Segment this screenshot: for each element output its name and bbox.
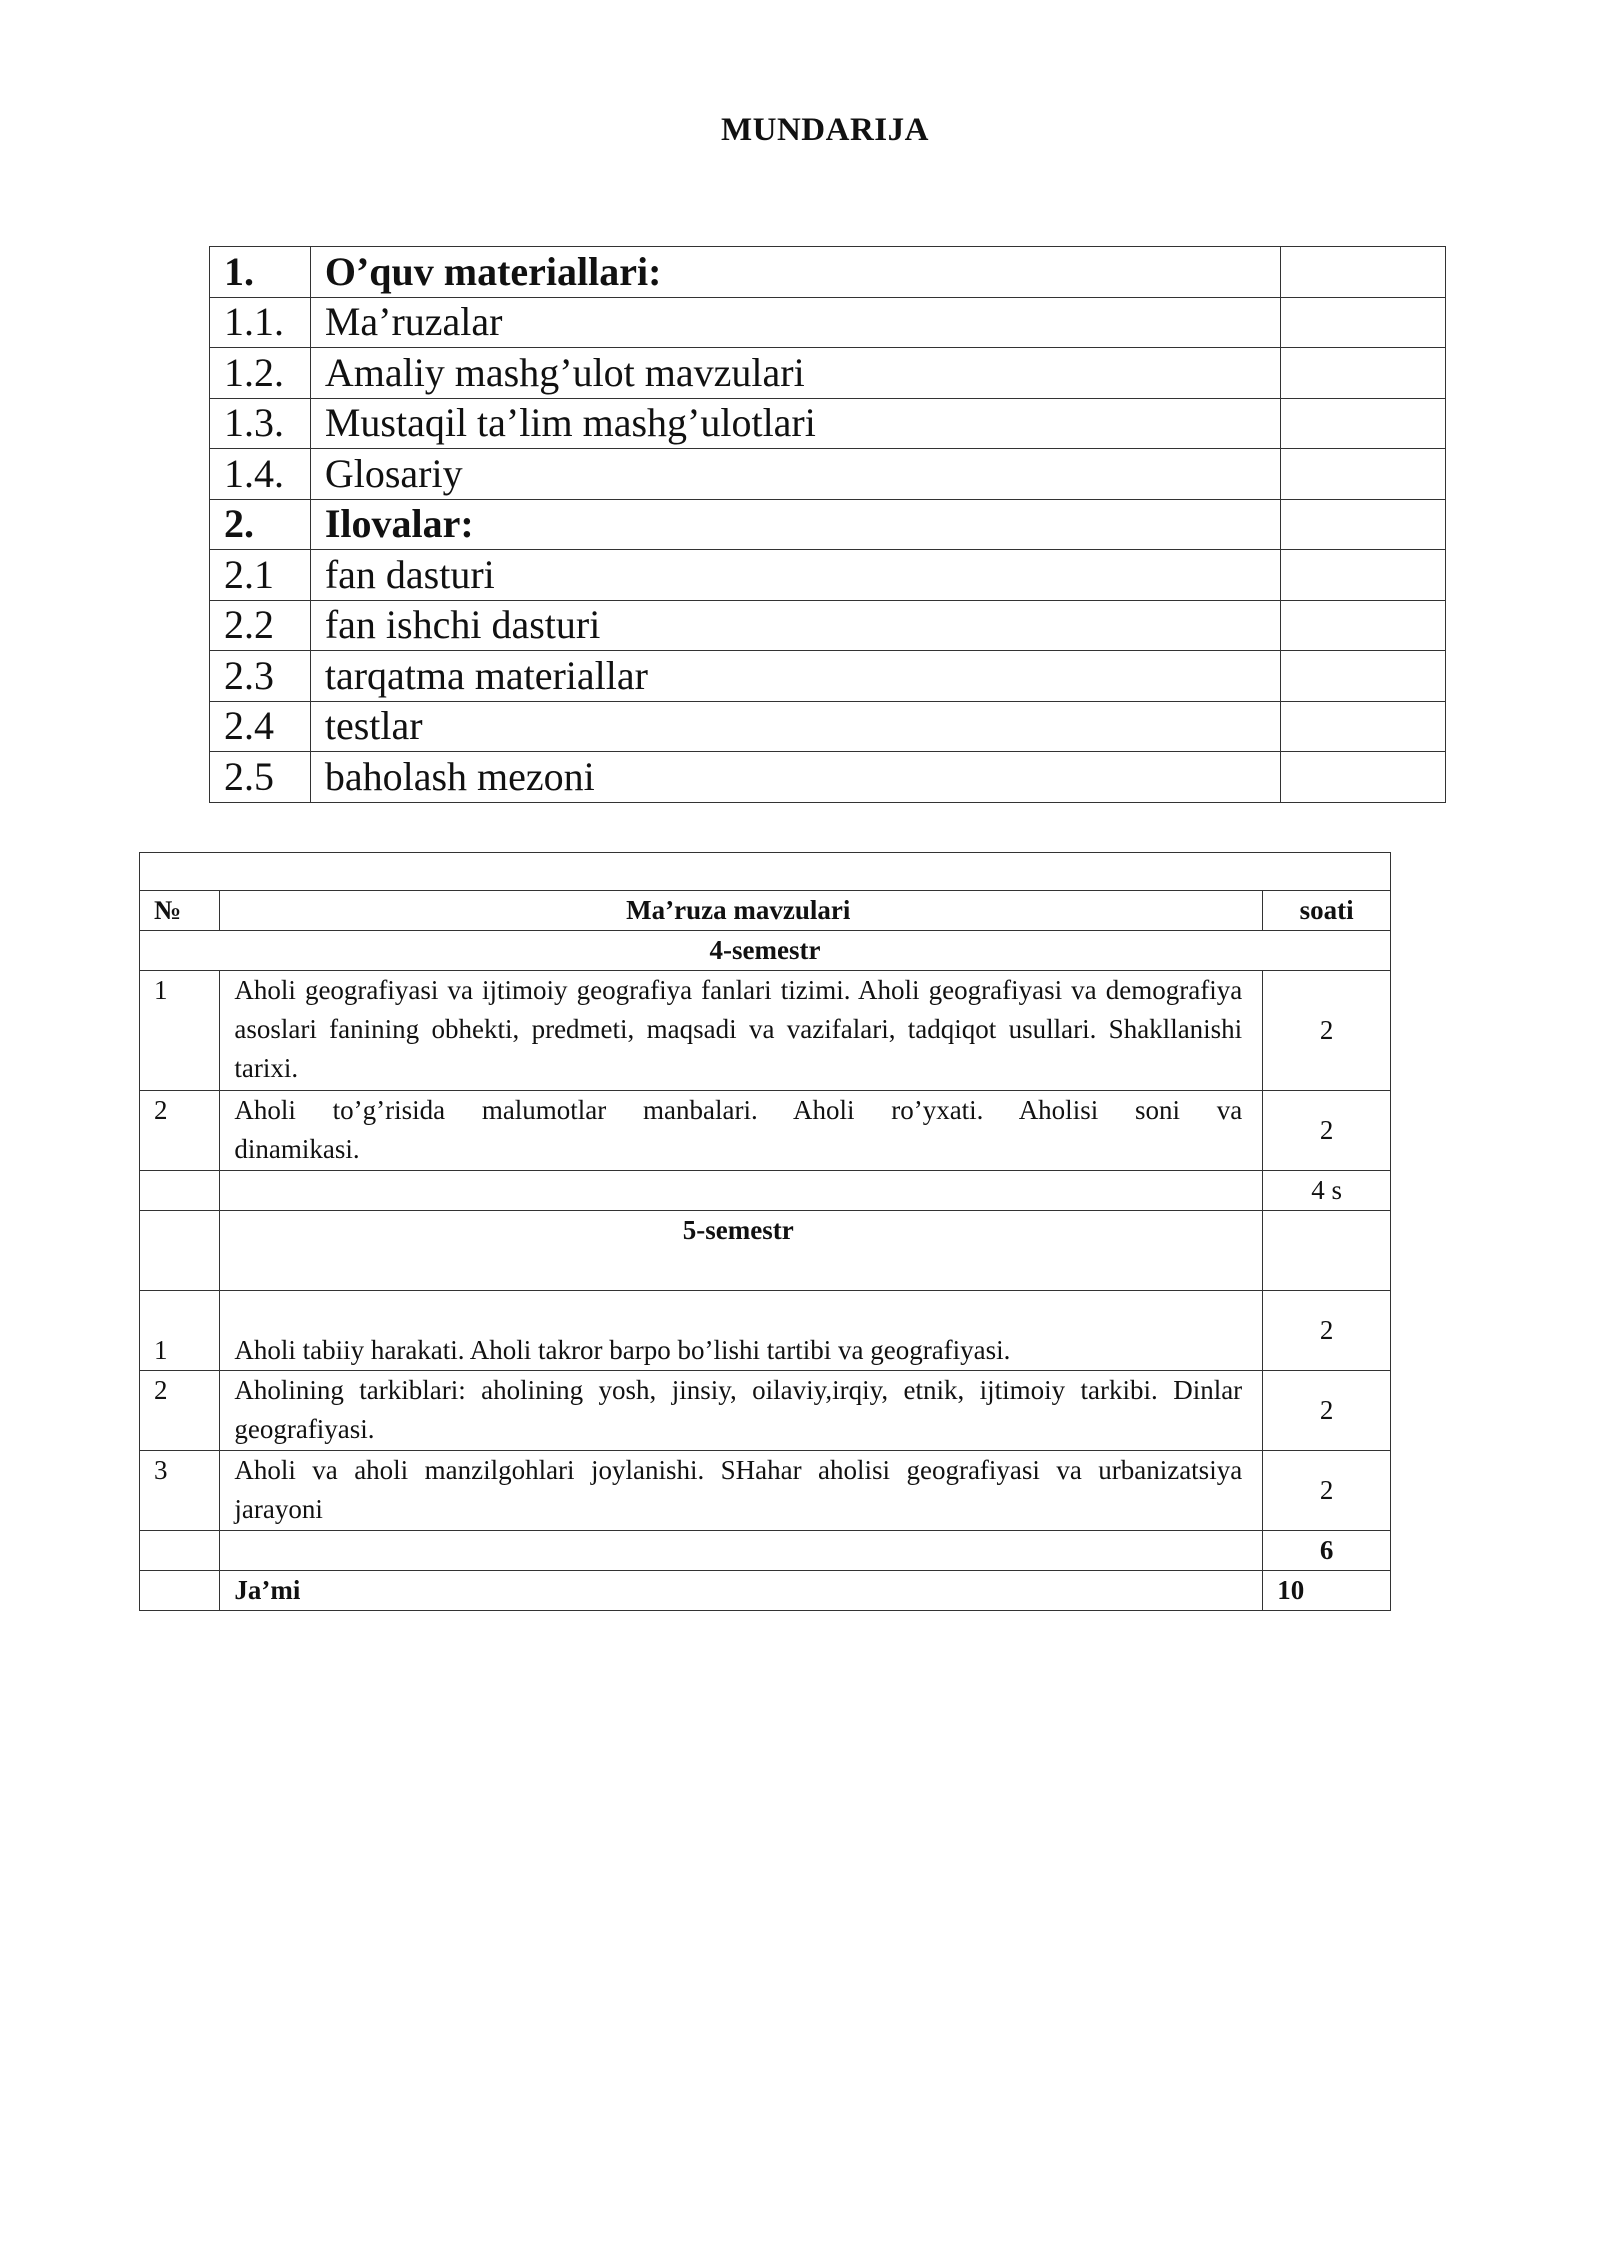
contents-label: Ilovalar: (310, 499, 1280, 550)
contents-number: 2.4 (210, 701, 311, 752)
row-number: 3 (140, 1451, 220, 1531)
contents-number: 1.1. (210, 297, 311, 348)
contents-page-cell (1281, 752, 1446, 803)
row-number: 1 (140, 1291, 220, 1371)
row-topic: Aholi to’g’risida malumotlar manbalari. Aholi ro’yxati. Aholisi soni va dinamikasi. (220, 1091, 1263, 1171)
empty-cell (220, 1531, 1263, 1571)
col-num-header: № (140, 891, 220, 931)
total-row (140, 1571, 1391, 1611)
table-row (140, 1291, 1391, 1371)
contents-label: Mustaqil ta’lim mashg’ulotlari (310, 398, 1280, 449)
table-row (140, 1091, 1391, 1171)
row-hours: 2 (1263, 1371, 1391, 1451)
row-hours: 2 (1263, 1091, 1391, 1171)
empty-cell (140, 1571, 220, 1611)
col-topic-header: Ma’ruza mavzulari (220, 891, 1263, 931)
contents-label: fan ishchi dasturi (310, 600, 1280, 651)
contents-number: 1.3. (210, 398, 311, 449)
contents-number: 1. (210, 247, 311, 298)
contents-label: baholash mezoni (310, 752, 1280, 803)
row-topic: Aholi tabiiy harakati. Aholi takror barpo bo’lishi tartibi va geografiyasi. (220, 1291, 1263, 1371)
total-hours: 10 (1263, 1571, 1391, 1611)
empty-cell (220, 1171, 1263, 1211)
contents-number: 2.2 (210, 600, 311, 651)
subtotal-row (140, 1531, 1391, 1571)
empty-cell (140, 1531, 220, 1571)
total-label: Ja’mi (220, 1571, 1263, 1611)
semester-row (140, 1211, 1391, 1291)
contents-number: 1.4. (210, 449, 311, 500)
contents-page-cell (1281, 701, 1446, 752)
contents-page-cell (1281, 247, 1446, 298)
contents-number: 2.5 (210, 752, 311, 803)
semester-title: 5-semestr (220, 1211, 1263, 1291)
col-hours-header: soati (1263, 891, 1391, 931)
contents-number: 2.1 (210, 550, 311, 601)
table-row (140, 971, 1391, 1091)
subtotal-hours: 6 (1263, 1531, 1391, 1571)
contents-page-cell (1281, 297, 1446, 348)
contents-page-cell (1281, 398, 1446, 449)
empty-cell (140, 1211, 220, 1291)
contents-label: O’quv materiallari: (310, 247, 1280, 298)
row-hours: 2 (1263, 1291, 1391, 1371)
contents-page-cell (1281, 499, 1446, 550)
contents-row (210, 348, 1446, 399)
contents-page-cell (1281, 348, 1446, 399)
subtotal-row (140, 1171, 1391, 1211)
row-number: 2 (140, 1371, 220, 1451)
contents-row (210, 297, 1446, 348)
empty-cell (1263, 1211, 1391, 1291)
contents-label: testlar (310, 701, 1280, 752)
contents-label: fan dasturi (310, 550, 1280, 601)
contents-page-cell (1281, 449, 1446, 500)
lectures-table (139, 852, 1391, 1611)
contents-table (209, 246, 1446, 803)
contents-number: 1.2. (210, 348, 311, 399)
row-topic: Aholining tarkiblari: aholining yosh, jinsiy, oilaviy,irqiy, etnik, ijtimoiy tarkibi. Dinlar geografiyasi. (220, 1371, 1263, 1451)
contents-row (210, 449, 1446, 500)
table-row (140, 1371, 1391, 1451)
blank-header-row (140, 853, 1391, 891)
subtotal-hours: 4 s (1263, 1171, 1391, 1211)
semester-title: 4-semestr (140, 931, 1391, 971)
contents-row (210, 701, 1446, 752)
contents-page-cell (1281, 550, 1446, 601)
contents-page-cell (1281, 600, 1446, 651)
row-number: 2 (140, 1091, 220, 1171)
contents-label: Glosariy (310, 449, 1280, 500)
row-hours: 2 (1263, 971, 1391, 1091)
contents-label: Amaliy mashg’ulot mavzulari (310, 348, 1280, 399)
contents-row (210, 499, 1446, 550)
blank-cell (140, 853, 1391, 891)
contents-row (210, 398, 1446, 449)
row-number: 1 (140, 971, 220, 1091)
contents-label: tarqatma materiallar (310, 651, 1280, 702)
table-row (140, 1451, 1391, 1531)
row-topic: Aholi va aholi manzilgohlari joylanishi. SHahar aholisi geografiyasi va urbanizatsiya jarayoni (220, 1451, 1263, 1531)
contents-row (210, 247, 1446, 298)
contents-label: Ma’ruzalar (310, 297, 1280, 348)
empty-cell (140, 1171, 220, 1211)
contents-page-cell (1281, 651, 1446, 702)
row-topic: Aholi geografiyasi va ijtimoiy geografiya fanlari tizimi. Aholi geografiyasi va demografiya asoslari fanining obhekti, predmeti, maqsadi va vazifalari, tadqiqot usullari. Shakllanishi tarixi. (220, 971, 1263, 1091)
row-hours: 2 (1263, 1451, 1391, 1531)
contents-row (210, 651, 1446, 702)
semester-row (140, 931, 1391, 971)
contents-row (210, 752, 1446, 803)
contents-row (210, 550, 1446, 601)
column-header-row (140, 891, 1391, 931)
page-title: MUNDARIJA (721, 112, 929, 148)
contents-number: 2. (210, 499, 311, 550)
contents-number: 2.3 (210, 651, 311, 702)
contents-row (210, 600, 1446, 651)
